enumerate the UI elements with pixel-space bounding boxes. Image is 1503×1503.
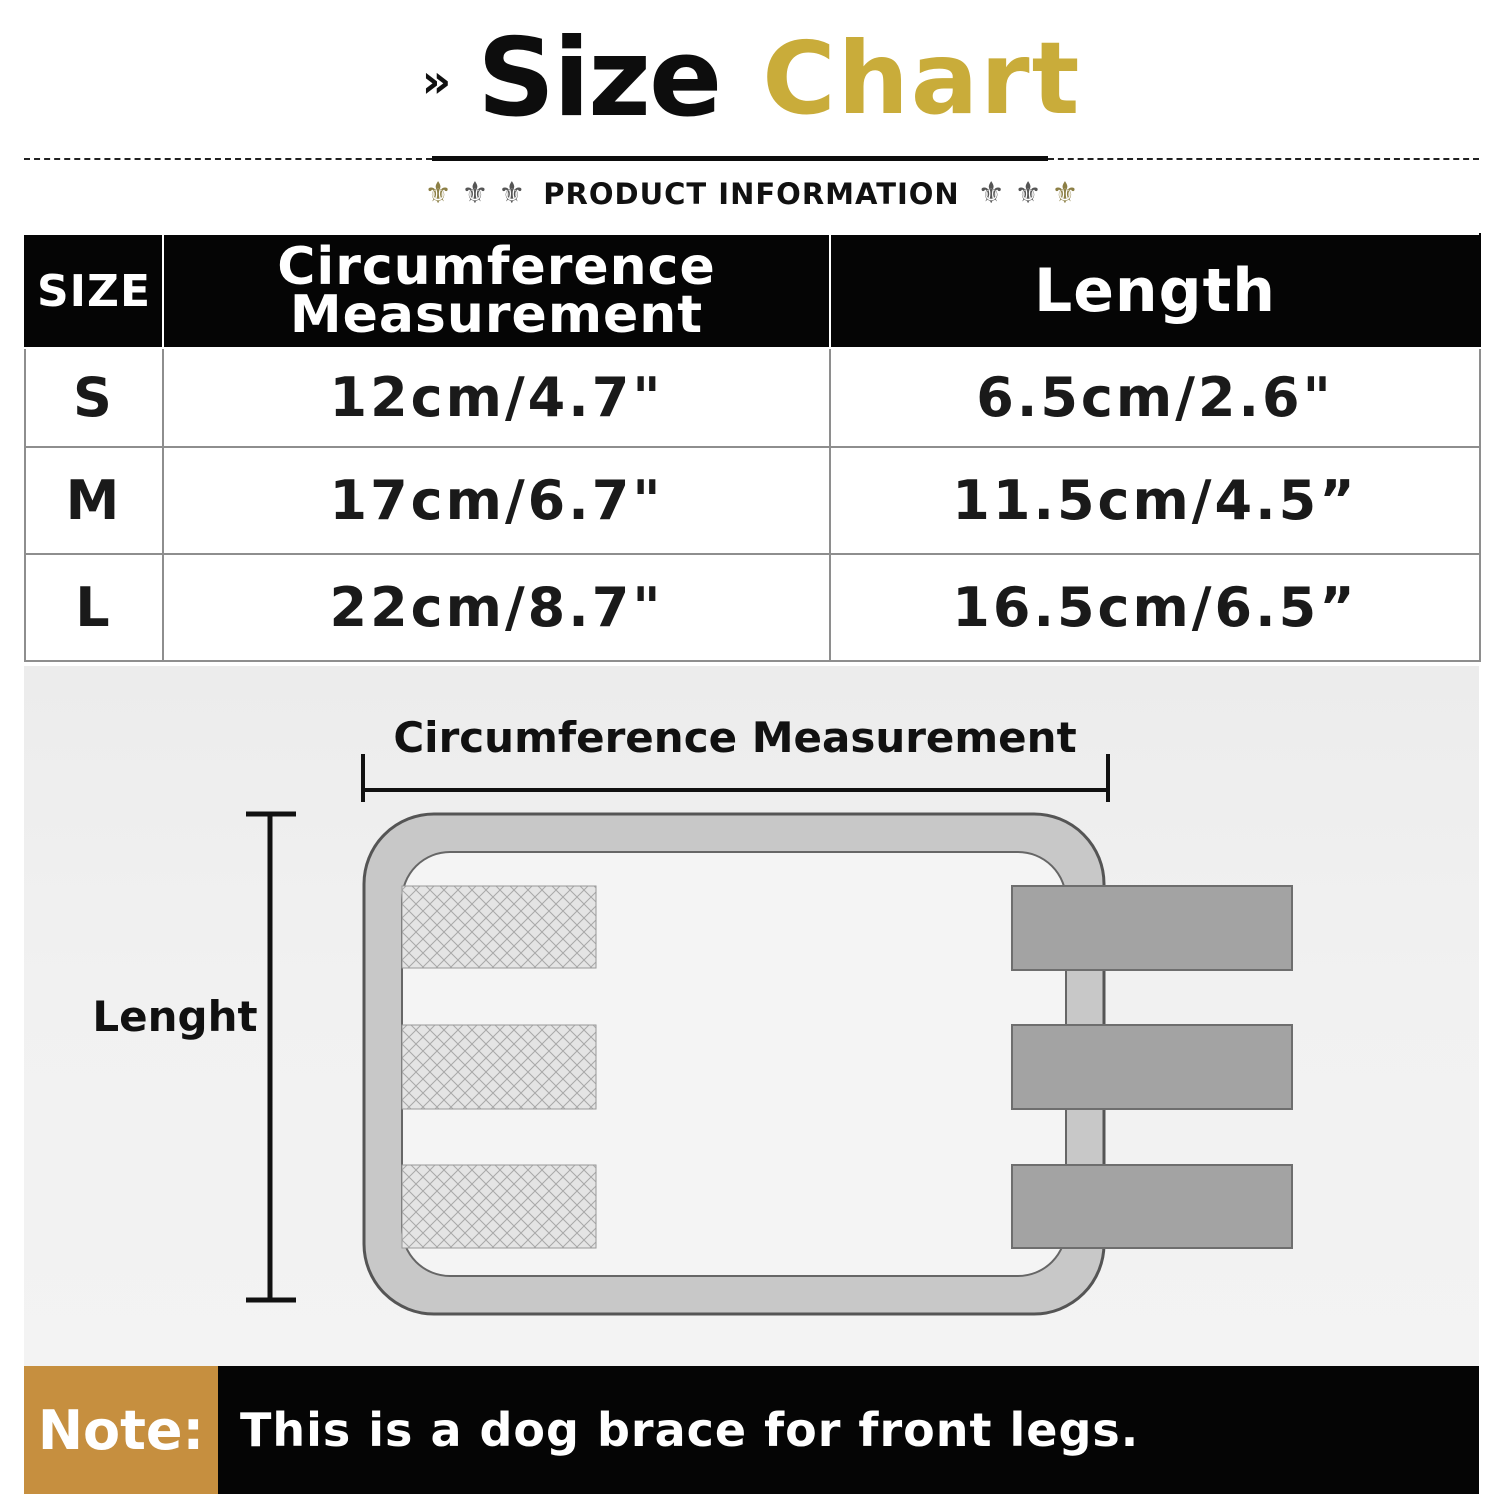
- fleur-de-lis-icon: ⚜: [424, 176, 452, 211]
- subtitle-row: [0, 172, 1503, 216]
- page-title: [0, 15, 1503, 141]
- header: [0, 0, 1503, 230]
- size-table: [24, 233, 1481, 662]
- title-size: Size: [477, 15, 721, 141]
- table-row: [25, 447, 1480, 554]
- subtitle: PRODUCT INFORMATION: [543, 177, 960, 211]
- fleur-de-lis-icon: ⚜: [1051, 176, 1079, 211]
- note-bar: [24, 1366, 1479, 1494]
- cell-length: 11.5cm/4.5”: [830, 447, 1480, 554]
- note-text: This is a dog brace for front legs.: [240, 1403, 1140, 1457]
- header-size: SIZE: [25, 234, 163, 348]
- table-row: [25, 554, 1480, 661]
- cell-circumference: 17cm/6.7": [163, 447, 830, 554]
- divider-right: [1048, 158, 1479, 160]
- divider-center: [432, 156, 1048, 161]
- cell-length: 16.5cm/6.5”: [830, 554, 1480, 661]
- fleur-de-lis-icon: ⚜: [498, 176, 526, 211]
- fleur-de-lis-icon: ⚜: [461, 176, 489, 211]
- cell-size: L: [25, 554, 163, 661]
- cell-size: S: [25, 348, 163, 447]
- header-circumference-line1: Circumference: [277, 237, 716, 297]
- header-length: Length: [830, 234, 1480, 348]
- cell-circumference: 12cm/4.7": [163, 348, 830, 447]
- strap: [1012, 1025, 1292, 1109]
- table-row: [25, 348, 1480, 447]
- cell-size: M: [25, 447, 163, 554]
- circumference-label: Circumference Measurement: [393, 713, 1077, 762]
- table-header-row: [25, 234, 1480, 348]
- brace-diagram-svg: [24, 666, 1479, 1366]
- strap: [1012, 886, 1292, 970]
- divider-left: [24, 158, 432, 160]
- length-label: Lenght: [92, 992, 258, 1041]
- fleur-de-lis-icon: ⚜: [1014, 176, 1042, 211]
- title-chart: Chart: [762, 19, 1082, 137]
- strap: [1012, 1165, 1292, 1248]
- length-dimension-line: [246, 814, 296, 1300]
- mesh-pad: [402, 1165, 596, 1248]
- mesh-pad: [402, 886, 596, 968]
- brace-diagram: [24, 666, 1479, 1366]
- chevron-icon: »: [421, 54, 452, 108]
- header-circumference-line2: Measurement: [289, 285, 704, 345]
- mesh-pad: [402, 1025, 596, 1109]
- cell-length: 6.5cm/2.6": [830, 348, 1480, 447]
- header-circumference: [163, 234, 830, 348]
- note-label: Note:: [24, 1366, 218, 1494]
- cell-circumference: 22cm/8.7": [163, 554, 830, 661]
- fleur-de-lis-icon: ⚜: [977, 176, 1005, 211]
